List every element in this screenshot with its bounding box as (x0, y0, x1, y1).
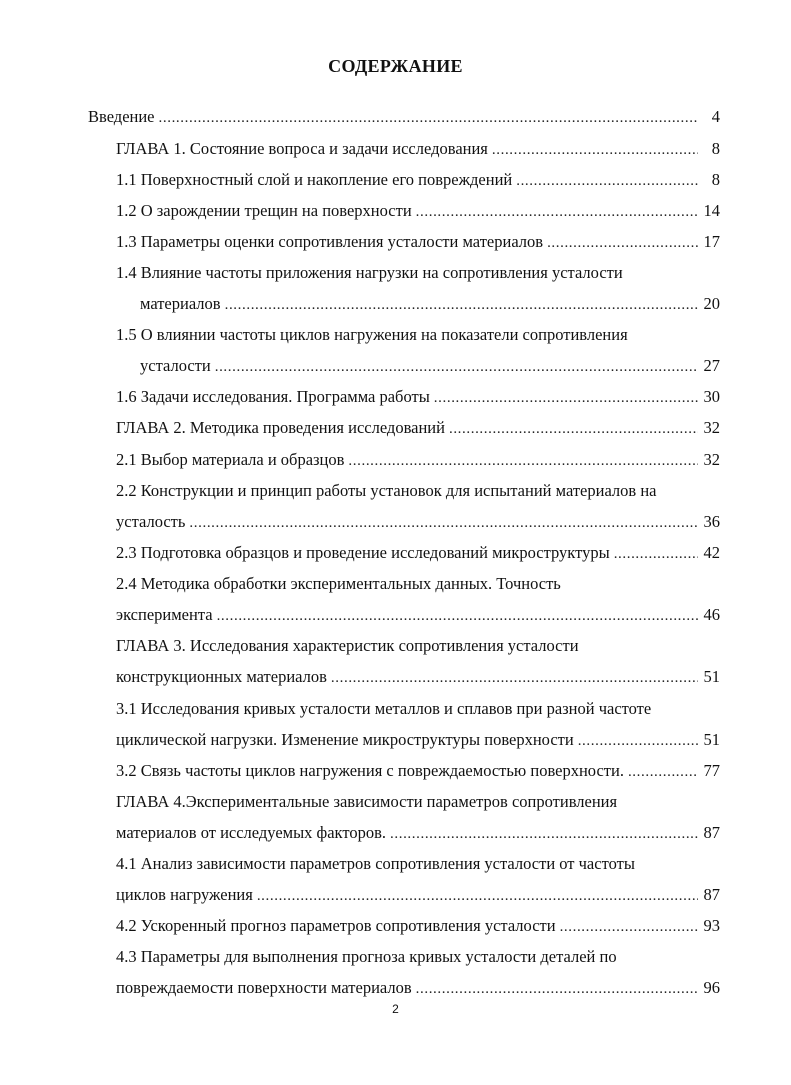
toc-entry-page: 93 (703, 916, 720, 935)
toc-entry-page: 51 (703, 667, 720, 686)
toc-entry (116, 759, 720, 783)
toc-entry-page: 32 (703, 450, 720, 469)
toc-entry (116, 230, 720, 254)
toc-leader (560, 915, 698, 939)
toc-entry (88, 105, 720, 129)
toc-entry (116, 603, 720, 627)
toc-entry (116, 976, 720, 1000)
toc-entry-text: Введение (88, 107, 155, 126)
toc-entry-page: 77 (703, 761, 720, 780)
toc-entry-text: 4.1 Анализ зависимости параметров сопротивления усталости от частоты (116, 854, 635, 873)
toc-entry (116, 572, 720, 596)
toc-entry (116, 541, 720, 565)
toc-leader (492, 138, 698, 162)
toc-entry-text: повреждаемости поверхности материалов (116, 978, 412, 997)
toc-entry (116, 137, 720, 161)
toc-entry-text: 3.1 Исследования кривых усталости металлов и сплавов при разной частоте (116, 699, 652, 718)
toc-leader (416, 200, 698, 224)
toc-leader (348, 449, 698, 473)
toc-entry (116, 665, 720, 689)
toc-entry (116, 697, 731, 721)
toc-entry-text: циклов нагружения (116, 885, 253, 904)
toc-entry-text: ГЛАВА 1. Состояние вопроса и задачи исследования (116, 139, 488, 158)
page-number: 2 (392, 1002, 399, 1016)
toc-leader (217, 604, 698, 628)
toc-leader (628, 760, 698, 784)
toc-entry-text: 1.6 Задачи исследования. Программа работы (116, 387, 430, 406)
toc-leader (516, 169, 698, 193)
toc-entry (116, 510, 720, 534)
toc-leader (449, 417, 698, 441)
toc-entry-text: материалов (140, 294, 221, 313)
toc-entry (116, 790, 720, 814)
toc-leader (390, 822, 698, 846)
toc-entry-page: 8 (711, 170, 720, 189)
toc-leader (434, 386, 698, 410)
toc-leader (225, 293, 698, 317)
toc-entry-text: 2.4 Методика обработки экспериментальных данных. Точность (116, 574, 561, 593)
toc-entry-text: эксперимента (116, 605, 213, 624)
toc-entry (140, 292, 720, 316)
toc-entry-page: 4 (711, 107, 720, 126)
toc-entry-text: 2.3 Подготовка образцов и проведение исследований микроструктуры (116, 543, 610, 562)
toc-entry-text: материалов от исследуемых факторов. (116, 823, 387, 842)
page-title: СОДЕРЖАНИЕ (328, 56, 463, 76)
toc-entry-text: циклической нагрузки. Изменение микроструктуры поверхности (116, 730, 574, 749)
toc-entry-text: 1.2 О зарождении трещин на поверхности (116, 201, 412, 220)
toc-entry (116, 883, 720, 907)
toc-entry-text: 3.2 Связь частоты циклов нагружения с повреждаемостью поверхности. (116, 761, 624, 780)
toc-entry-text: конструкционных материалов (116, 667, 327, 686)
toc-entry-text: усталость (116, 512, 186, 531)
toc-entry-page: 27 (703, 356, 720, 375)
toc-leader (189, 511, 698, 535)
toc-entry (116, 634, 720, 658)
toc-leader (614, 542, 698, 566)
toc-entry-text: 2.1 Выбор материала и образцов (116, 450, 345, 469)
toc-entry-page: 20 (703, 294, 720, 313)
toc-entry-page: 87 (703, 823, 720, 842)
toc-entry (116, 416, 720, 440)
toc-entry-page: 42 (703, 543, 720, 562)
toc-entry-text: 4.2 Ускоренный прогноз параметров сопротивления усталости (116, 916, 556, 935)
toc-entry (116, 479, 731, 503)
toc-entry-page: 32 (703, 418, 720, 437)
toc-leader (331, 666, 698, 690)
toc-entry (116, 323, 720, 347)
toc-entry-text: 2.2 Конструкции и принцип работы установок для испытаний материалов на (116, 481, 657, 500)
toc-entry-page: 14 (703, 201, 720, 220)
toc-entry-text: 1.4 Влияние частоты приложения нагрузки на сопротивления усталости (116, 263, 623, 282)
toc-entry (116, 945, 720, 969)
toc-entry-text: 4.3 Параметры для выполнения прогноза кривых усталости деталей по (116, 947, 617, 966)
toc-leader (578, 729, 698, 753)
toc-entry-page: 17 (703, 232, 720, 251)
toc-entry (116, 852, 720, 876)
toc-entry-text: ГЛАВА 4.Экспериментальные зависимости параметров сопротивления (116, 792, 618, 811)
toc-entry (116, 168, 720, 192)
toc-leader (416, 977, 698, 1001)
toc-entry-page: 87 (703, 885, 720, 904)
toc-entry-text: 1.1 Поверхностный слой и накопление его повреждений (116, 170, 513, 189)
toc-entry-page: 36 (703, 512, 720, 531)
toc-leader (547, 231, 698, 255)
toc-entry (116, 914, 720, 938)
toc-leader (257, 884, 698, 908)
toc-entry-page: 8 (711, 139, 720, 158)
toc-entry-page: 30 (703, 387, 720, 406)
toc-entry (116, 261, 720, 285)
toc-entry-page: 46 (703, 605, 720, 624)
toc-entry-text: ГЛАВА 3. Исследования характеристик сопротивления усталости (116, 636, 579, 655)
toc-entry-text: 1.5 О влиянии частоты циклов нагружения на показатели сопротивления (116, 325, 628, 344)
toc-entry (140, 354, 720, 378)
toc-entry-text: ГЛАВА 2. Методика проведения исследований (116, 418, 445, 437)
toc-entry-text: усталости (140, 356, 211, 375)
toc-entry (116, 448, 720, 472)
toc-entry-page: 96 (703, 978, 720, 997)
toc-entry-text: 1.3 Параметры оценки сопротивления усталости материалов (116, 232, 544, 251)
toc-entry (116, 385, 720, 409)
toc-entry-page: 51 (703, 730, 720, 749)
toc-entry (116, 821, 720, 845)
toc-leader (215, 355, 698, 379)
toc-entry (116, 199, 720, 223)
toc-entry (116, 728, 720, 752)
toc-leader (159, 106, 698, 130)
